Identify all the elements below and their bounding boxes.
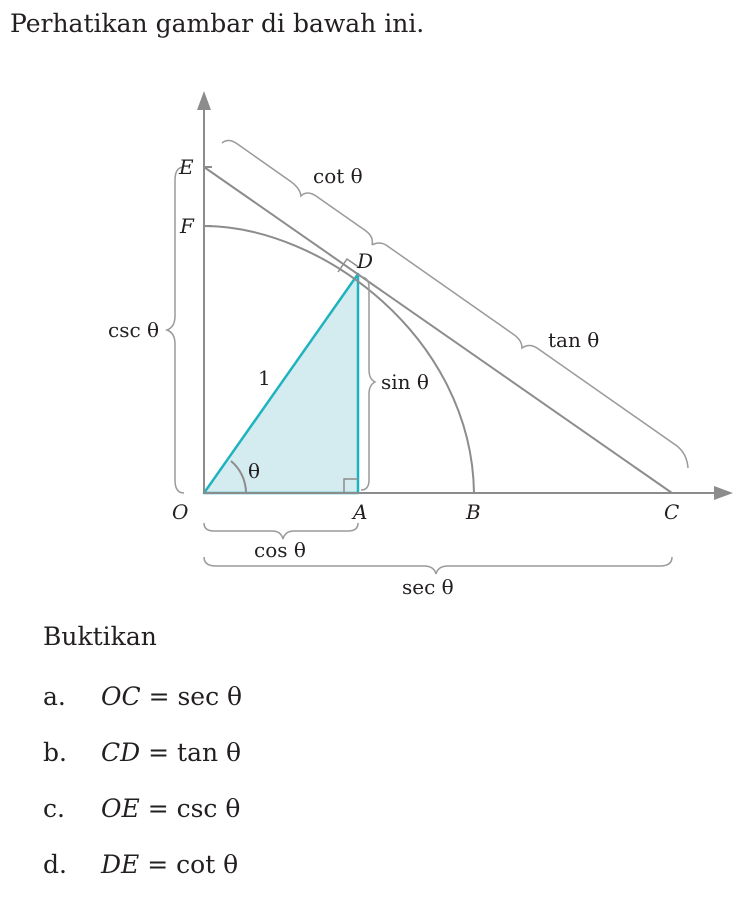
label-sin: sin θ: [381, 370, 429, 394]
expression-lhs: DE: [101, 850, 140, 879]
proof-item-expression: [101, 680, 242, 714]
label-theta: θ: [248, 459, 261, 483]
point-label-e: E: [179, 155, 194, 179]
proof-item-marker: c.: [43, 794, 65, 823]
triangle-oad: [204, 274, 358, 493]
proof-item-marker: a.: [43, 682, 66, 711]
label-one: 1: [258, 366, 271, 390]
point-label-b: B: [466, 500, 481, 524]
expression-lhs: CD: [101, 738, 141, 767]
expression-rhs: cot θ: [176, 850, 239, 879]
expression-relation: =: [139, 794, 177, 823]
task-heading: Buktikan: [43, 622, 157, 651]
point-label-f: F: [180, 214, 194, 238]
label-tan: tan θ: [548, 328, 600, 352]
expression-relation: =: [139, 850, 177, 879]
proof-item-marker: d.: [43, 850, 67, 879]
brace-cos: [204, 523, 358, 539]
label-sec: sec θ: [402, 575, 454, 599]
expression-rhs: sec θ: [177, 682, 243, 711]
expression-relation: =: [140, 682, 178, 711]
brace-sin: [361, 277, 375, 490]
point-label-d: D: [357, 249, 374, 273]
proof-item-expression: [101, 848, 238, 882]
expression-lhs: OE: [101, 794, 140, 823]
expression-relation: =: [140, 738, 178, 767]
point-label-a: A: [353, 500, 368, 524]
y-axis-arrow: [197, 91, 211, 110]
expression-rhs: csc θ: [176, 794, 241, 823]
intro-text: Perhatikan gambar di bawah ini.: [10, 9, 425, 38]
expression-lhs: OC: [101, 682, 141, 711]
proof-item-expression: [101, 736, 241, 770]
proof-item-expression: [101, 792, 240, 826]
expression-rhs: tan θ: [177, 738, 242, 767]
label-csc: csc θ: [108, 318, 160, 342]
proof-item-marker: b.: [43, 738, 67, 767]
point-label-c: C: [664, 500, 680, 524]
x-axis-arrow: [714, 486, 733, 500]
label-cos: cos θ: [254, 538, 306, 562]
brace-tan: [372, 243, 688, 468]
label-cot: cot θ: [313, 164, 363, 188]
point-label-o: O: [172, 500, 189, 524]
